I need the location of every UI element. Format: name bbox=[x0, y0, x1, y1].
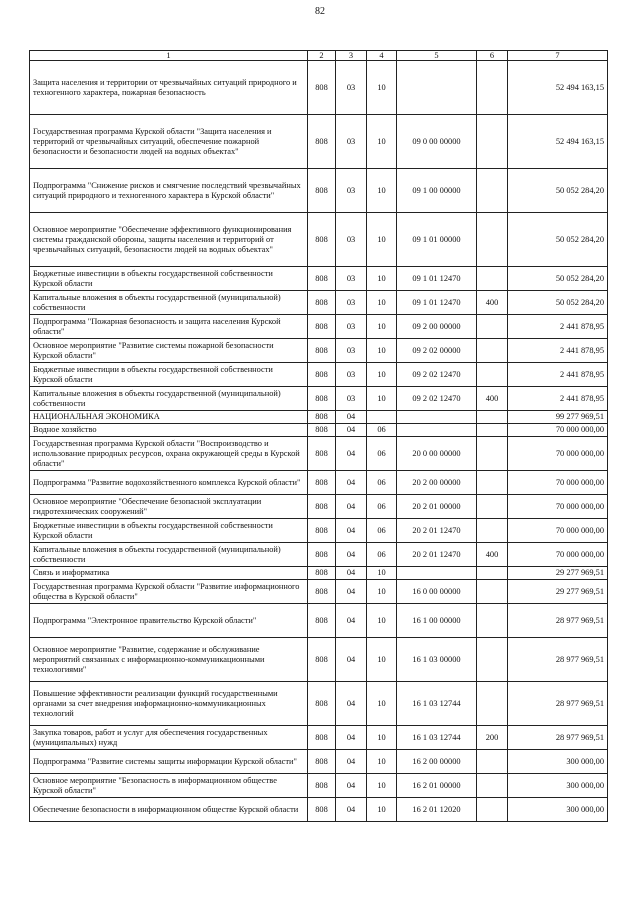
expense-type-cell bbox=[477, 567, 508, 580]
expense-type-cell: 400 bbox=[477, 291, 508, 315]
amount-cell: 70 000 000,00 bbox=[508, 519, 608, 543]
row-name-cell: Государственная программа Курской области "Воспроизводство и использование природных ресурсов, охрана окружающей среды в Курской области" bbox=[30, 437, 308, 471]
row-name-cell: Бюджетные инвестиции в объекты государственной собственности Курской области bbox=[30, 363, 308, 387]
admin-code-cell: 808 bbox=[308, 638, 336, 682]
table-row bbox=[30, 495, 608, 519]
target-article-cell: 16 1 03 12744 bbox=[397, 726, 477, 750]
column-header: 3 bbox=[336, 51, 367, 61]
target-article-cell: 09 1 01 00000 bbox=[397, 213, 477, 267]
section-code-cell: 04 bbox=[336, 543, 367, 567]
expense-type-cell: 200 bbox=[477, 726, 508, 750]
table-row bbox=[30, 604, 608, 638]
target-article-cell: 20 2 00 00000 bbox=[397, 471, 477, 495]
row-name-cell: Основное мероприятие "Развитие, содержание и обслуживание мероприятий связанных с информационно-коммуникационными технологиями" bbox=[30, 638, 308, 682]
admin-code-cell: 808 bbox=[308, 495, 336, 519]
expense-type-cell bbox=[477, 437, 508, 471]
admin-code-cell: 808 bbox=[308, 604, 336, 638]
table-row bbox=[30, 61, 608, 115]
admin-code-cell: 808 bbox=[308, 471, 336, 495]
admin-code-cell: 808 bbox=[308, 213, 336, 267]
amount-cell: 29 277 969,51 bbox=[508, 580, 608, 604]
expense-type-cell bbox=[477, 798, 508, 822]
table-row bbox=[30, 115, 608, 169]
table-row bbox=[30, 726, 608, 750]
table-row bbox=[30, 567, 608, 580]
table-row bbox=[30, 437, 608, 471]
table-row bbox=[30, 315, 608, 339]
table-row bbox=[30, 267, 608, 291]
subsection-code-cell: 10 bbox=[367, 61, 397, 115]
section-code-cell: 04 bbox=[336, 580, 367, 604]
table-row bbox=[30, 519, 608, 543]
row-name-cell: Водное хозяйство bbox=[30, 424, 308, 437]
table-row bbox=[30, 411, 608, 424]
subsection-code-cell: 10 bbox=[367, 291, 397, 315]
target-article-cell bbox=[397, 61, 477, 115]
subsection-code-cell: 10 bbox=[367, 363, 397, 387]
table-row bbox=[30, 750, 608, 774]
section-code-cell: 03 bbox=[336, 115, 367, 169]
amount-cell: 50 052 284,20 bbox=[508, 169, 608, 213]
subsection-code-cell bbox=[367, 411, 397, 424]
amount-cell: 28 977 969,51 bbox=[508, 638, 608, 682]
amount-cell: 2 441 878,95 bbox=[508, 363, 608, 387]
amount-cell: 28 977 969,51 bbox=[508, 726, 608, 750]
subsection-code-cell: 10 bbox=[367, 213, 397, 267]
section-code-cell: 04 bbox=[336, 638, 367, 682]
table-row bbox=[30, 213, 608, 267]
subsection-code-cell: 10 bbox=[367, 604, 397, 638]
expense-type-cell bbox=[477, 519, 508, 543]
target-article-cell bbox=[397, 411, 477, 424]
subsection-code-cell: 10 bbox=[367, 726, 397, 750]
expense-type-cell bbox=[477, 604, 508, 638]
row-name-cell: Защита населения и территории от чрезвычайных ситуаций природного и техногенного характера, пожарная безопасность bbox=[30, 61, 308, 115]
admin-code-cell: 808 bbox=[308, 774, 336, 798]
section-code-cell: 03 bbox=[336, 291, 367, 315]
section-code-cell: 04 bbox=[336, 519, 367, 543]
target-article-cell: 09 2 02 00000 bbox=[397, 339, 477, 363]
target-article-cell: 16 2 00 00000 bbox=[397, 750, 477, 774]
admin-code-cell: 808 bbox=[308, 267, 336, 291]
row-name-cell: Капитальные вложения в объекты государственной (муниципальной) собственности bbox=[30, 291, 308, 315]
table-row bbox=[30, 424, 608, 437]
subsection-code-cell: 06 bbox=[367, 437, 397, 471]
expense-type-cell bbox=[477, 750, 508, 774]
subsection-code-cell: 10 bbox=[367, 798, 397, 822]
subsection-code-cell: 10 bbox=[367, 774, 397, 798]
expense-type-cell bbox=[477, 267, 508, 291]
target-article-cell: 16 0 00 00000 bbox=[397, 580, 477, 604]
expense-type-cell bbox=[477, 315, 508, 339]
expense-type-cell bbox=[477, 115, 508, 169]
amount-cell: 50 052 284,20 bbox=[508, 267, 608, 291]
expense-type-cell bbox=[477, 213, 508, 267]
expense-type-cell bbox=[477, 638, 508, 682]
section-code-cell: 03 bbox=[336, 61, 367, 115]
admin-code-cell: 808 bbox=[308, 519, 336, 543]
row-name-cell: Повышение эффективности реализации функций государственными органами за счет внедрения информационно-коммуникационных технологий bbox=[30, 682, 308, 726]
row-name-cell: Подпрограмма "Снижение рисков и смягчение последствий чрезвычайных ситуаций природного и техногенного характера в Курской области" bbox=[30, 169, 308, 213]
amount-cell: 50 052 284,20 bbox=[508, 291, 608, 315]
target-article-cell: 16 1 03 00000 bbox=[397, 638, 477, 682]
subsection-code-cell: 10 bbox=[367, 638, 397, 682]
row-name-cell: Подпрограмма "Развитие системы защиты информации Курской области" bbox=[30, 750, 308, 774]
subsection-code-cell: 10 bbox=[367, 750, 397, 774]
target-article-cell: 09 1 01 12470 bbox=[397, 267, 477, 291]
section-code-cell: 04 bbox=[336, 726, 367, 750]
amount-cell: 2 441 878,95 bbox=[508, 315, 608, 339]
section-code-cell: 03 bbox=[336, 363, 367, 387]
amount-cell: 70 000 000,00 bbox=[508, 495, 608, 519]
row-name-cell: Основное мероприятие "Развитие системы пожарной безопасности Курской области" bbox=[30, 339, 308, 363]
admin-code-cell: 808 bbox=[308, 726, 336, 750]
target-article-cell: 20 2 01 12470 bbox=[397, 543, 477, 567]
subsection-code-cell: 10 bbox=[367, 580, 397, 604]
column-header-row bbox=[30, 51, 608, 61]
admin-code-cell: 808 bbox=[308, 61, 336, 115]
admin-code-cell: 808 bbox=[308, 567, 336, 580]
row-name-cell: Государственная программа Курской области "Защита населения и территорий от чрезвычайных ситуаций, обеспечение пожарной безопасности и безопасности людей на водных объектах" bbox=[30, 115, 308, 169]
admin-code-cell: 808 bbox=[308, 682, 336, 726]
section-code-cell: 03 bbox=[336, 169, 367, 213]
column-header: 2 bbox=[308, 51, 336, 61]
row-name-cell: Подпрограмма "Развитие водохозяйственного комплекса Курской области" bbox=[30, 471, 308, 495]
subsection-code-cell: 06 bbox=[367, 495, 397, 519]
table-row bbox=[30, 543, 608, 567]
row-name-cell: Закупка товаров, работ и услуг для обеспечения государственных (муниципальных) нужд bbox=[30, 726, 308, 750]
section-code-cell: 04 bbox=[336, 774, 367, 798]
section-code-cell: 04 bbox=[336, 424, 367, 437]
section-code-cell: 03 bbox=[336, 387, 367, 411]
admin-code-cell: 808 bbox=[308, 339, 336, 363]
subsection-code-cell: 10 bbox=[367, 115, 397, 169]
amount-cell: 52 494 163,15 bbox=[508, 115, 608, 169]
page-number: 82 bbox=[315, 6, 325, 17]
amount-cell: 99 277 969,51 bbox=[508, 411, 608, 424]
target-article-cell: 09 2 00 00000 bbox=[397, 315, 477, 339]
column-header: 1 bbox=[30, 51, 308, 61]
amount-cell: 2 441 878,95 bbox=[508, 387, 608, 411]
column-header: 6 bbox=[477, 51, 508, 61]
subsection-code-cell: 10 bbox=[367, 682, 397, 726]
expense-type-cell bbox=[477, 774, 508, 798]
amount-cell: 300 000,00 bbox=[508, 750, 608, 774]
table-row bbox=[30, 339, 608, 363]
amount-cell: 28 977 969,51 bbox=[508, 604, 608, 638]
table-row bbox=[30, 638, 608, 682]
section-code-cell: 04 bbox=[336, 471, 367, 495]
expense-type-cell bbox=[477, 495, 508, 519]
section-code-cell: 04 bbox=[336, 798, 367, 822]
table-row bbox=[30, 798, 608, 822]
subsection-code-cell: 06 bbox=[367, 543, 397, 567]
row-name-cell: Капитальные вложения в объекты государственной (муниципальной) собственности bbox=[30, 543, 308, 567]
expense-type-cell bbox=[477, 411, 508, 424]
target-article-cell: 20 2 01 12470 bbox=[397, 519, 477, 543]
amount-cell: 28 977 969,51 bbox=[508, 682, 608, 726]
target-article-cell: 16 2 01 12020 bbox=[397, 798, 477, 822]
amount-cell: 50 052 284,20 bbox=[508, 213, 608, 267]
section-code-cell: 04 bbox=[336, 567, 367, 580]
admin-code-cell: 808 bbox=[308, 315, 336, 339]
target-article-cell: 16 2 01 00000 bbox=[397, 774, 477, 798]
amount-cell: 300 000,00 bbox=[508, 798, 608, 822]
amount-cell: 70 000 000,00 bbox=[508, 471, 608, 495]
admin-code-cell: 808 bbox=[308, 411, 336, 424]
subsection-code-cell: 06 bbox=[367, 519, 397, 543]
expense-type-cell bbox=[477, 424, 508, 437]
section-code-cell: 04 bbox=[336, 437, 367, 471]
subsection-code-cell: 06 bbox=[367, 471, 397, 495]
section-code-cell: 04 bbox=[336, 411, 367, 424]
amount-cell: 52 494 163,15 bbox=[508, 61, 608, 115]
section-code-cell: 03 bbox=[336, 267, 367, 291]
row-name-cell: НАЦИОНАЛЬНАЯ ЭКОНОМИКА bbox=[30, 411, 308, 424]
expense-type-cell bbox=[477, 363, 508, 387]
expense-type-cell bbox=[477, 580, 508, 604]
row-name-cell: Бюджетные инвестиции в объекты государственной собственности Курской области bbox=[30, 519, 308, 543]
budget-table bbox=[29, 50, 608, 822]
target-article-cell bbox=[397, 567, 477, 580]
section-code-cell: 03 bbox=[336, 315, 367, 339]
row-name-cell: Капитальные вложения в объекты государственной (муниципальной) собственности bbox=[30, 387, 308, 411]
row-name-cell: Подпрограмма "Пожарная безопасность и защита населения Курской области" bbox=[30, 315, 308, 339]
expense-type-cell bbox=[477, 169, 508, 213]
subsection-code-cell: 10 bbox=[367, 169, 397, 213]
target-article-cell: 09 2 02 12470 bbox=[397, 363, 477, 387]
table-row bbox=[30, 291, 608, 315]
section-code-cell: 04 bbox=[336, 604, 367, 638]
section-code-cell: 04 bbox=[336, 750, 367, 774]
section-code-cell: 04 bbox=[336, 495, 367, 519]
target-article-cell: 16 1 00 00000 bbox=[397, 604, 477, 638]
column-header: 4 bbox=[367, 51, 397, 61]
amount-cell: 70 000 000,00 bbox=[508, 437, 608, 471]
amount-cell: 70 000 000,00 bbox=[508, 424, 608, 437]
admin-code-cell: 808 bbox=[308, 291, 336, 315]
expense-type-cell bbox=[477, 471, 508, 495]
amount-cell: 70 000 000,00 bbox=[508, 543, 608, 567]
subsection-code-cell: 10 bbox=[367, 387, 397, 411]
table-row bbox=[30, 363, 608, 387]
section-code-cell: 03 bbox=[336, 339, 367, 363]
target-article-cell: 09 2 02 12470 bbox=[397, 387, 477, 411]
subsection-code-cell: 10 bbox=[367, 267, 397, 291]
table-row bbox=[30, 774, 608, 798]
admin-code-cell: 808 bbox=[308, 115, 336, 169]
admin-code-cell: 808 bbox=[308, 424, 336, 437]
section-code-cell: 04 bbox=[336, 682, 367, 726]
target-article-cell bbox=[397, 424, 477, 437]
admin-code-cell: 808 bbox=[308, 169, 336, 213]
column-header: 5 bbox=[397, 51, 477, 61]
target-article-cell: 09 0 00 00000 bbox=[397, 115, 477, 169]
row-name-cell: Подпрограмма "Электронное правительство Курской области" bbox=[30, 604, 308, 638]
section-code-cell: 03 bbox=[336, 213, 367, 267]
subsection-code-cell: 10 bbox=[367, 339, 397, 363]
table-row bbox=[30, 169, 608, 213]
row-name-cell: Основное мероприятие "Обеспечение эффективного функционирования системы гражданской обороны, защиты населения и территорий от чрезвычайных ситуаций, безопасности людей на водных объектах" bbox=[30, 213, 308, 267]
admin-code-cell: 808 bbox=[308, 580, 336, 604]
admin-code-cell: 808 bbox=[308, 543, 336, 567]
target-article-cell: 09 1 01 12470 bbox=[397, 291, 477, 315]
admin-code-cell: 808 bbox=[308, 750, 336, 774]
admin-code-cell: 808 bbox=[308, 798, 336, 822]
row-name-cell: Связь и информатика bbox=[30, 567, 308, 580]
row-name-cell: Бюджетные инвестиции в объекты государственной собственности Курской области bbox=[30, 267, 308, 291]
amount-cell: 29 277 969,51 bbox=[508, 567, 608, 580]
subsection-code-cell: 06 bbox=[367, 424, 397, 437]
admin-code-cell: 808 bbox=[308, 363, 336, 387]
row-name-cell: Основное мероприятие "Безопасность в информационном обществе Курской области" bbox=[30, 774, 308, 798]
amount-cell: 300 000,00 bbox=[508, 774, 608, 798]
table-row bbox=[30, 387, 608, 411]
admin-code-cell: 808 bbox=[308, 437, 336, 471]
target-article-cell: 09 1 00 00000 bbox=[397, 169, 477, 213]
expense-type-cell: 400 bbox=[477, 387, 508, 411]
column-header: 7 bbox=[508, 51, 608, 61]
expense-type-cell: 400 bbox=[477, 543, 508, 567]
admin-code-cell: 808 bbox=[308, 387, 336, 411]
table-row bbox=[30, 580, 608, 604]
row-name-cell: Обеспечение безопасности в информационном обществе Курской области bbox=[30, 798, 308, 822]
row-name-cell: Государственная программа Курской области "Развитие информационного общества в Курской области" bbox=[30, 580, 308, 604]
target-article-cell: 20 2 01 00000 bbox=[397, 495, 477, 519]
target-article-cell: 16 1 03 12744 bbox=[397, 682, 477, 726]
expense-type-cell bbox=[477, 61, 508, 115]
amount-cell: 2 441 878,95 bbox=[508, 339, 608, 363]
table-row bbox=[30, 682, 608, 726]
subsection-code-cell: 10 bbox=[367, 315, 397, 339]
subsection-code-cell: 10 bbox=[367, 567, 397, 580]
target-article-cell: 20 0 00 00000 bbox=[397, 437, 477, 471]
expense-type-cell bbox=[477, 339, 508, 363]
table-row bbox=[30, 471, 608, 495]
expense-type-cell bbox=[477, 682, 508, 726]
row-name-cell: Основное мероприятие "Обеспечение безопасной эксплуатации гидротехнических сооружений" bbox=[30, 495, 308, 519]
